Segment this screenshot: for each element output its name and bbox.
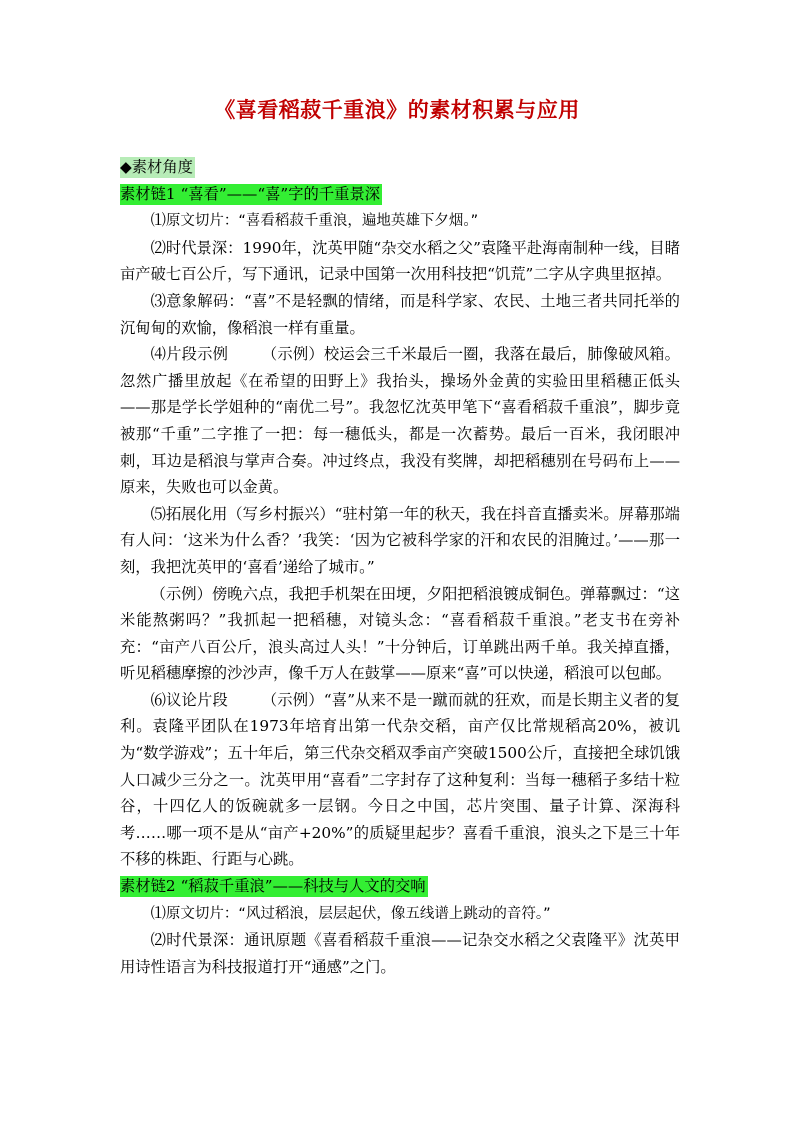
chain-2-item-2: ⑵时代景深：通讯原题《喜看稻菽千重浪——记杂交水稻之父袁隆平》沈英甲用诗性语言为科技报道打开“通感”之门。 xyxy=(120,931,680,976)
chain-1-item-2: ⑵时代景深：1990年，沈英甲随“杂交水稻之父”袁隆平赴海南制种一线，目睹亩产破七百公斤，写下通讯，记录中国第一次用科技把“饥荒”二字从字典里抠掉。 xyxy=(120,238,680,284)
chain-1-item-1: ⑴原文切片：“喜看稻菽千重浪，遍地英雄下夕烟。” xyxy=(150,211,479,230)
document-title: 《喜看稻菽千重浪》的素材积累与应用 xyxy=(214,97,580,122)
chain-1-item-5: ⑸拓展化用（写乡村振兴）“驻村第一年的秋天，我在抖音直播卖米。屏幕那端有人问：‘这米为什么香？’我笑：‘因为它被科学家的汗和农民的泪腌过。’——那一刻，我把沈英甲的‘喜看’递给了城市。” xyxy=(120,504,680,576)
chain-1-item-3: ⑶意象解码：“喜”不是轻飘的情绪，而是科学家、农民、土地三者共同托举的沉甸甸的欢愉，像稻浪一样有重量。 xyxy=(120,291,680,337)
chain-1-heading: 素材链1 “喜看”——“喜”字的千重景深 xyxy=(120,184,381,203)
document-body xyxy=(120,154,680,980)
chain-2-heading: 素材链2 “稻菽千重浪”——科技与人文的交响 xyxy=(120,877,426,896)
chain-1-item-5-example: （示例）傍晚六点，我把手机架在田埂，夕阳把稻浪镀成铜色。弹幕飘过：“这米能熬粥吗？”我抓起一把稻穗，对镜头念：“喜看稻菽千重浪。”老支书在旁补充：“亩产八百公斤，浪头高过人头！”十分钟后，订单跳出两千单。我关掉直播，听见稻穗摩擦的沙沙声，像千万人在鼓掌——原来“喜”可以快递，稻浪可以包邮。 xyxy=(120,584,680,683)
chain-1-item-6: ⑹议论片段 （示例）“喜”从来不是一蹴而就的狂欢，而是长期主义者的复利。袁隆平团队在1973年培育出第一代杂交稻，亩产仅比常规稻高20%，被讥为“数学游戏”；五十年后，第三代杂交稻双季亩产突破1500公斤，直接把全球饥饿人口减少三分之一。沈英甲用“喜看”二字封存了这种复利：当每一穗稻子多结十粒谷，十四亿人的饭碗就多一层钢。今日之中国，芯片突围、量子计算、深海科考……哪一项不是从“亩产+20%”的质疑里起步？喜看千重浪，浪头之下是三十年不移的株距、行距与心跳。 xyxy=(120,690,680,869)
chain-2-item-1: ⑴原文切片：“风过稻浪，层层起伏，像五线谱上跳动的音符。” xyxy=(150,903,551,922)
section-heading: ◆素材角度 xyxy=(120,158,193,176)
chain-1-item-4: ⑷片段示例 （示例）校运会三千米最后一圈，我落在最后，肺像破风箱。忽然广播里放起《在希望的田野上》我抬头，操场外金黄的实验田里稻穗正低头——那是学长学姐种的“南优二号”。我忽忆沈英甲笔下“喜看稻菽千重浪”，脚步竟被那“千重”二字推了一把：每一穗低头，都是一次蓄势。最后一百米，我闭眼冲刺，耳边是稻浪与掌声合奏。冲过终点，我没有奖牌，却把稻穗别在号码布上——原来，失败也可以金黄。 xyxy=(120,345,680,497)
